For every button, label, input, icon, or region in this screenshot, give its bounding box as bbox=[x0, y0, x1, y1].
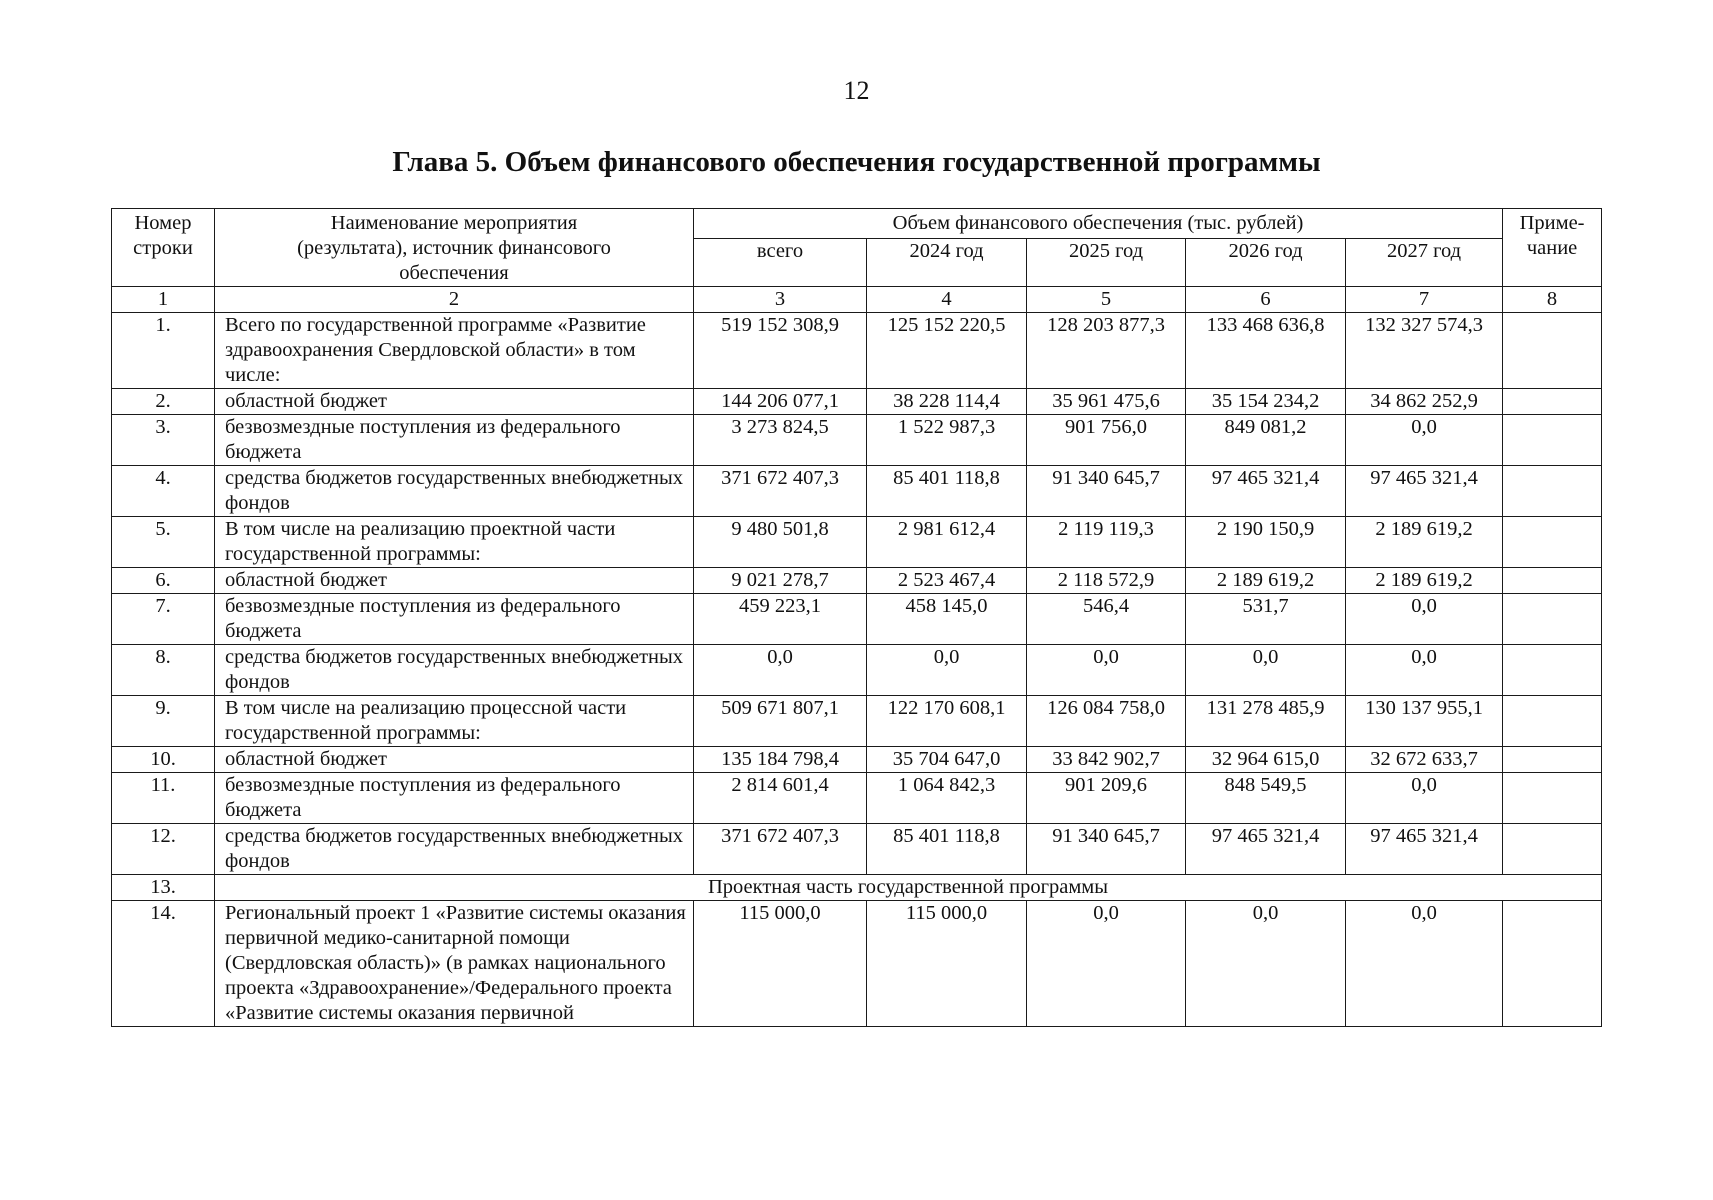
table-row bbox=[112, 466, 1602, 517]
column-number: 5 bbox=[1027, 287, 1186, 313]
table-row bbox=[112, 517, 1602, 568]
header-volume-group: Объем финансового обеспечения (тыс. рублей) bbox=[694, 209, 1503, 239]
cell-2027: 97 465 321,4 bbox=[1346, 824, 1503, 875]
cell-2024: 0,0 bbox=[867, 645, 1027, 696]
row-number: 9. bbox=[112, 696, 215, 747]
row-number: 6. bbox=[112, 568, 215, 594]
cell-total: 371 672 407,3 bbox=[694, 824, 867, 875]
page-number: 12 bbox=[843, 76, 870, 105]
cell-2024: 35 704 647,0 bbox=[867, 747, 1027, 773]
row-number: 8. bbox=[112, 645, 215, 696]
row-number: 7. bbox=[112, 594, 215, 645]
header-year-2026: 2026 год bbox=[1186, 239, 1346, 287]
cell-2024: 2 523 467,4 bbox=[867, 568, 1027, 594]
cell-note bbox=[1503, 645, 1602, 696]
cell-2026: 131 278 485,9 bbox=[1186, 696, 1346, 747]
row-number: 5. bbox=[112, 517, 215, 568]
table-row bbox=[112, 568, 1602, 594]
cell-2026: 848 549,5 bbox=[1186, 773, 1346, 824]
table-row bbox=[112, 313, 1602, 389]
row-number: 2. bbox=[112, 389, 215, 415]
cell-note bbox=[1503, 824, 1602, 875]
cell-2026: 97 465 321,4 bbox=[1186, 824, 1346, 875]
cell-total: 9 021 278,7 bbox=[694, 568, 867, 594]
cell-2024: 1 522 987,3 bbox=[867, 415, 1027, 466]
cell-2025: 546,4 bbox=[1027, 594, 1186, 645]
column-number: 3 bbox=[694, 287, 867, 313]
cell-2026: 0,0 bbox=[1186, 645, 1346, 696]
row-number: 1. bbox=[112, 313, 215, 389]
cell-2027: 0,0 bbox=[1346, 901, 1503, 1027]
table-row bbox=[112, 415, 1602, 466]
cell-total: 0,0 bbox=[694, 645, 867, 696]
cell-total: 115 000,0 bbox=[694, 901, 867, 1027]
section-row bbox=[112, 875, 1602, 901]
header-row-top bbox=[112, 209, 1602, 239]
row-number: 10. bbox=[112, 747, 215, 773]
cell-2027: 0,0 bbox=[1346, 645, 1503, 696]
cell-2027: 34 862 252,9 bbox=[1346, 389, 1503, 415]
cell-2024: 458 145,0 bbox=[867, 594, 1027, 645]
column-number: 7 bbox=[1346, 287, 1503, 313]
cell-2024: 115 000,0 bbox=[867, 901, 1027, 1027]
cell-2025: 2 118 572,9 bbox=[1027, 568, 1186, 594]
row-name: средства бюджетов государственных внебюджетных фондов bbox=[215, 466, 694, 517]
cell-note bbox=[1503, 415, 1602, 466]
cell-2025: 901 756,0 bbox=[1027, 415, 1186, 466]
cell-note bbox=[1503, 466, 1602, 517]
row-name: Всего по государственной программе «Развитие здравоохранения Свердловской области» в том числе: bbox=[215, 313, 694, 389]
cell-2026: 35 154 234,2 bbox=[1186, 389, 1346, 415]
cell-total: 9 480 501,8 bbox=[694, 517, 867, 568]
cell-2027: 132 327 574,3 bbox=[1346, 313, 1503, 389]
cell-note bbox=[1503, 696, 1602, 747]
cell-2024: 38 228 114,4 bbox=[867, 389, 1027, 415]
header-note: Приме-чание bbox=[1503, 209, 1602, 287]
cell-total: 509 671 807,1 bbox=[694, 696, 867, 747]
table-row bbox=[112, 747, 1602, 773]
row-name: областной бюджет bbox=[215, 568, 694, 594]
cell-2027: 32 672 633,7 bbox=[1346, 747, 1503, 773]
cell-total: 135 184 798,4 bbox=[694, 747, 867, 773]
cell-note bbox=[1503, 773, 1602, 824]
cell-note bbox=[1503, 594, 1602, 645]
cell-total: 2 814 601,4 bbox=[694, 773, 867, 824]
row-number: 14. bbox=[112, 901, 215, 1027]
header-year-2025: 2025 год bbox=[1027, 239, 1186, 287]
cell-note bbox=[1503, 747, 1602, 773]
table-row bbox=[112, 824, 1602, 875]
finance-table bbox=[111, 208, 1602, 1027]
cell-total: 371 672 407,3 bbox=[694, 466, 867, 517]
row-name: областной бюджет bbox=[215, 747, 694, 773]
table-row bbox=[112, 773, 1602, 824]
cell-note bbox=[1503, 389, 1602, 415]
cell-2026: 133 468 636,8 bbox=[1186, 313, 1346, 389]
cell-2026: 849 081,2 bbox=[1186, 415, 1346, 466]
row-number: 12. bbox=[112, 824, 215, 875]
column-number: 1 bbox=[112, 287, 215, 313]
row-name: безвозмездные поступления из федерального бюджета bbox=[215, 773, 694, 824]
cell-2025: 126 084 758,0 bbox=[1027, 696, 1186, 747]
cell-2026: 32 964 615,0 bbox=[1186, 747, 1346, 773]
cell-2024: 85 401 118,8 bbox=[867, 824, 1027, 875]
cell-2025: 0,0 bbox=[1027, 901, 1186, 1027]
cell-2024: 122 170 608,1 bbox=[867, 696, 1027, 747]
cell-2027: 2 189 619,2 bbox=[1346, 517, 1503, 568]
cell-note bbox=[1503, 313, 1602, 389]
row-number: 11. bbox=[112, 773, 215, 824]
table-row bbox=[112, 645, 1602, 696]
cell-2025: 0,0 bbox=[1027, 645, 1186, 696]
column-numbers-row bbox=[112, 287, 1602, 313]
cell-2027: 2 189 619,2 bbox=[1346, 568, 1503, 594]
cell-2025: 91 340 645,7 bbox=[1027, 466, 1186, 517]
row-number: 3. bbox=[112, 415, 215, 466]
cell-note bbox=[1503, 568, 1602, 594]
column-number: 6 bbox=[1186, 287, 1346, 313]
section-title: Проектная часть государственной программы bbox=[215, 875, 1602, 901]
cell-2026: 97 465 321,4 bbox=[1186, 466, 1346, 517]
cell-2025: 2 119 119,3 bbox=[1027, 517, 1186, 568]
chapter-title: Глава 5. Объем финансового обеспечения государственной программы bbox=[392, 146, 1321, 178]
column-number: 2 bbox=[215, 287, 694, 313]
cell-total: 519 152 308,9 bbox=[694, 313, 867, 389]
cell-2026: 2 189 619,2 bbox=[1186, 568, 1346, 594]
header-year-2024: 2024 год bbox=[867, 239, 1027, 287]
row-name: областной бюджет bbox=[215, 389, 694, 415]
table-row bbox=[112, 594, 1602, 645]
row-number: 4. bbox=[112, 466, 215, 517]
table-row bbox=[112, 389, 1602, 415]
cell-2026: 0,0 bbox=[1186, 901, 1346, 1027]
row-name: В том числе на реализацию проектной части государственной программы: bbox=[215, 517, 694, 568]
header-year-2027: 2027 год bbox=[1346, 239, 1503, 287]
cell-note bbox=[1503, 901, 1602, 1027]
header-total: всего bbox=[694, 239, 867, 287]
header-name: Наименование мероприятия (результата), источник финансового обеспечения bbox=[215, 209, 694, 287]
cell-2025: 128 203 877,3 bbox=[1027, 313, 1186, 389]
cell-total: 144 206 077,1 bbox=[694, 389, 867, 415]
cell-2027: 97 465 321,4 bbox=[1346, 466, 1503, 517]
cell-2024: 2 981 612,4 bbox=[867, 517, 1027, 568]
row-name: безвозмездные поступления из федерального бюджета bbox=[215, 594, 694, 645]
header-row-number: Номер строки bbox=[112, 209, 215, 287]
row-name: средства бюджетов государственных внебюджетных фондов bbox=[215, 824, 694, 875]
cell-2024: 1 064 842,3 bbox=[867, 773, 1027, 824]
cell-2027: 0,0 bbox=[1346, 594, 1503, 645]
column-number: 4 bbox=[867, 287, 1027, 313]
row-name: Региональный проект 1 «Развитие системы оказания первичной медико-санитарной помощи (Свердловская область)» (в рамках национального проекта «Здравоохранение»/Федерального проекта «Развитие системы оказания первичной bbox=[215, 901, 694, 1027]
cell-2025: 901 209,6 bbox=[1027, 773, 1186, 824]
cell-2027: 0,0 bbox=[1346, 773, 1503, 824]
cell-2024: 125 152 220,5 bbox=[867, 313, 1027, 389]
cell-2026: 2 190 150,9 bbox=[1186, 517, 1346, 568]
row-name: В том числе на реализацию процессной части государственной программы: bbox=[215, 696, 694, 747]
cell-2026: 531,7 bbox=[1186, 594, 1346, 645]
cell-2025: 33 842 902,7 bbox=[1027, 747, 1186, 773]
row-number: 13. bbox=[112, 875, 215, 901]
cell-2025: 35 961 475,6 bbox=[1027, 389, 1186, 415]
cell-total: 3 273 824,5 bbox=[694, 415, 867, 466]
cell-2025: 91 340 645,7 bbox=[1027, 824, 1186, 875]
table-row bbox=[112, 901, 1602, 1027]
cell-2027: 130 137 955,1 bbox=[1346, 696, 1503, 747]
cell-2027: 0,0 bbox=[1346, 415, 1503, 466]
table-row bbox=[112, 696, 1602, 747]
cell-note bbox=[1503, 517, 1602, 568]
cell-2024: 85 401 118,8 bbox=[867, 466, 1027, 517]
row-name: безвозмездные поступления из федерального бюджета bbox=[215, 415, 694, 466]
row-name: средства бюджетов государственных внебюджетных фондов bbox=[215, 645, 694, 696]
column-number: 8 bbox=[1503, 287, 1602, 313]
cell-total: 459 223,1 bbox=[694, 594, 867, 645]
